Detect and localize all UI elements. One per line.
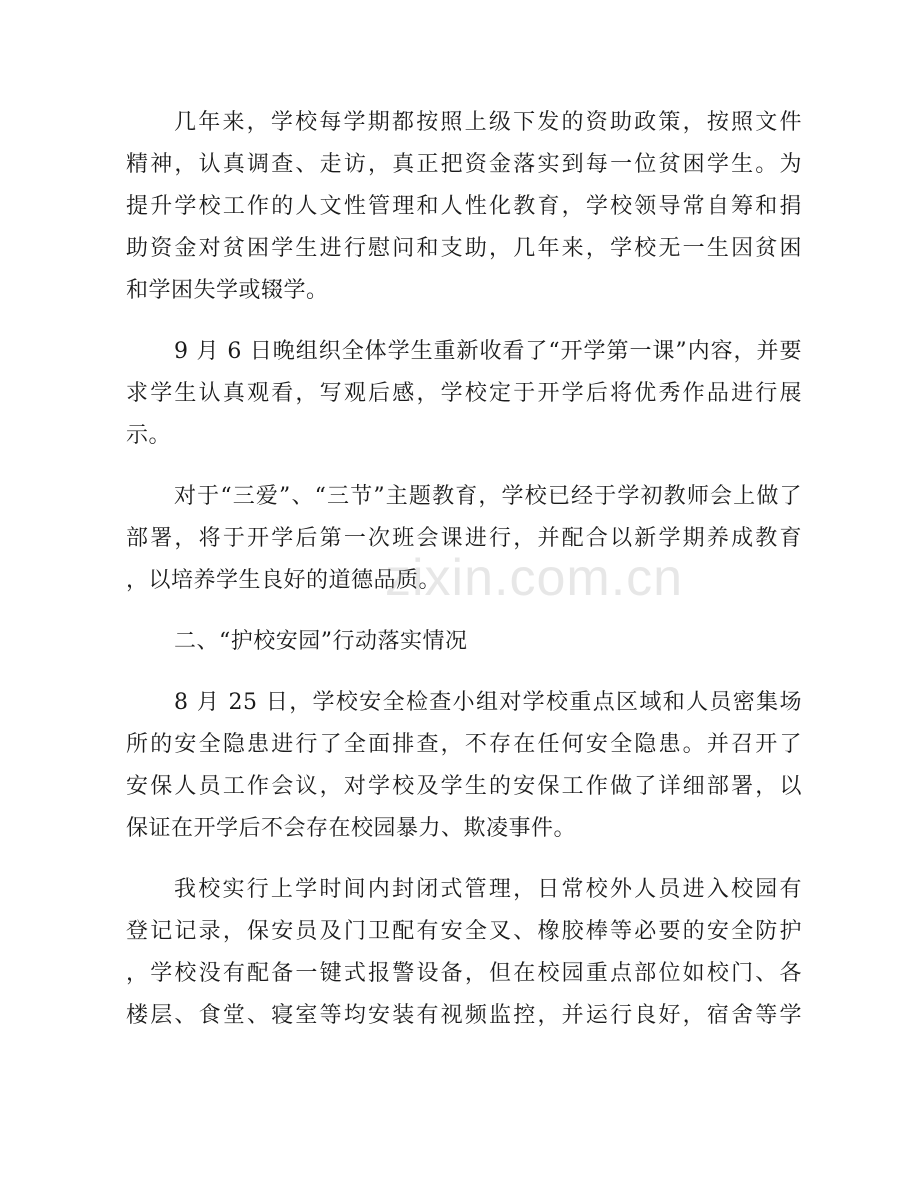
- text-line: 求学生认真观看，写观后感，学校定于开学后将优秀作品进行展: [126, 381, 802, 406]
- text-line: ，学校没有配备一键式报警设备，但在校园重点部位如校门、各: [126, 961, 802, 986]
- watermark: zixin.com.cn: [385, 549, 684, 607]
- text-line: 安保人员工作会议，对学校及学生的安保工作做了详细部署，以: [126, 774, 802, 799]
- text-line: 精神，认真调查、走访，真正把资金落实到每一位贫困学生。为: [126, 152, 802, 177]
- text-line: 和学困失学或辍学。: [126, 278, 329, 303]
- text-line: 登记记录，保安员及门卫配有安全叉、橡胶棒等必要的安全防护: [126, 919, 802, 944]
- text-line: 助资金对贫困学生进行慰问和支助，几年来，学校无一生因贫困: [126, 236, 802, 261]
- paragraph-first-lesson: [126, 331, 802, 457]
- section-heading-text: 二、“护校安园”行动落实情况: [174, 629, 468, 654]
- document-body: [126, 102, 802, 1056]
- text-line: 9 月 6 日晚组织全体学生重新收看了“开学第一课”内容，并要: [174, 339, 802, 364]
- text-line: 部署，将于开学后第一次班会课进行，并配合以新学期养成教育: [126, 526, 802, 551]
- paragraph-closed-management: [126, 869, 802, 1037]
- text-line: 楼层、食堂、寝室等均安装有视频监控，并运行良好，宿舍等学: [126, 1003, 802, 1028]
- text-line: 我校实行上学时间内封闭式管理，日常校外人员进入校园有: [174, 877, 802, 902]
- text-line: 几年来，学校每学期都按照上级下发的资助政策，按照文件: [174, 110, 802, 135]
- paragraph-funding: [126, 102, 802, 312]
- text-line: 8 月 25 日，学校安全检查小组对学校重点区域和人员密集场: [174, 690, 802, 715]
- text-line: 示。: [126, 423, 172, 448]
- text-line: 保证在开学后不会存在校园暴力、欺凌事件。: [126, 816, 577, 841]
- text-line: ，以培养学生良好的道德品质。: [126, 568, 442, 593]
- paragraph-theme-education: [126, 476, 802, 602]
- text-line: 对于“三爱”、“三节”主题教育，学校已经于学初教师会上做了: [174, 484, 802, 509]
- section-heading: [126, 621, 802, 663]
- text-line: 提升学校工作的人文性管理和人性化教育，学校领导常自筹和捐: [126, 194, 802, 219]
- paragraph-safety-inspection: [126, 682, 802, 850]
- text-line: 所的安全隐患进行了全面排查，不存在任何安全隐患。并召开了: [126, 732, 802, 757]
